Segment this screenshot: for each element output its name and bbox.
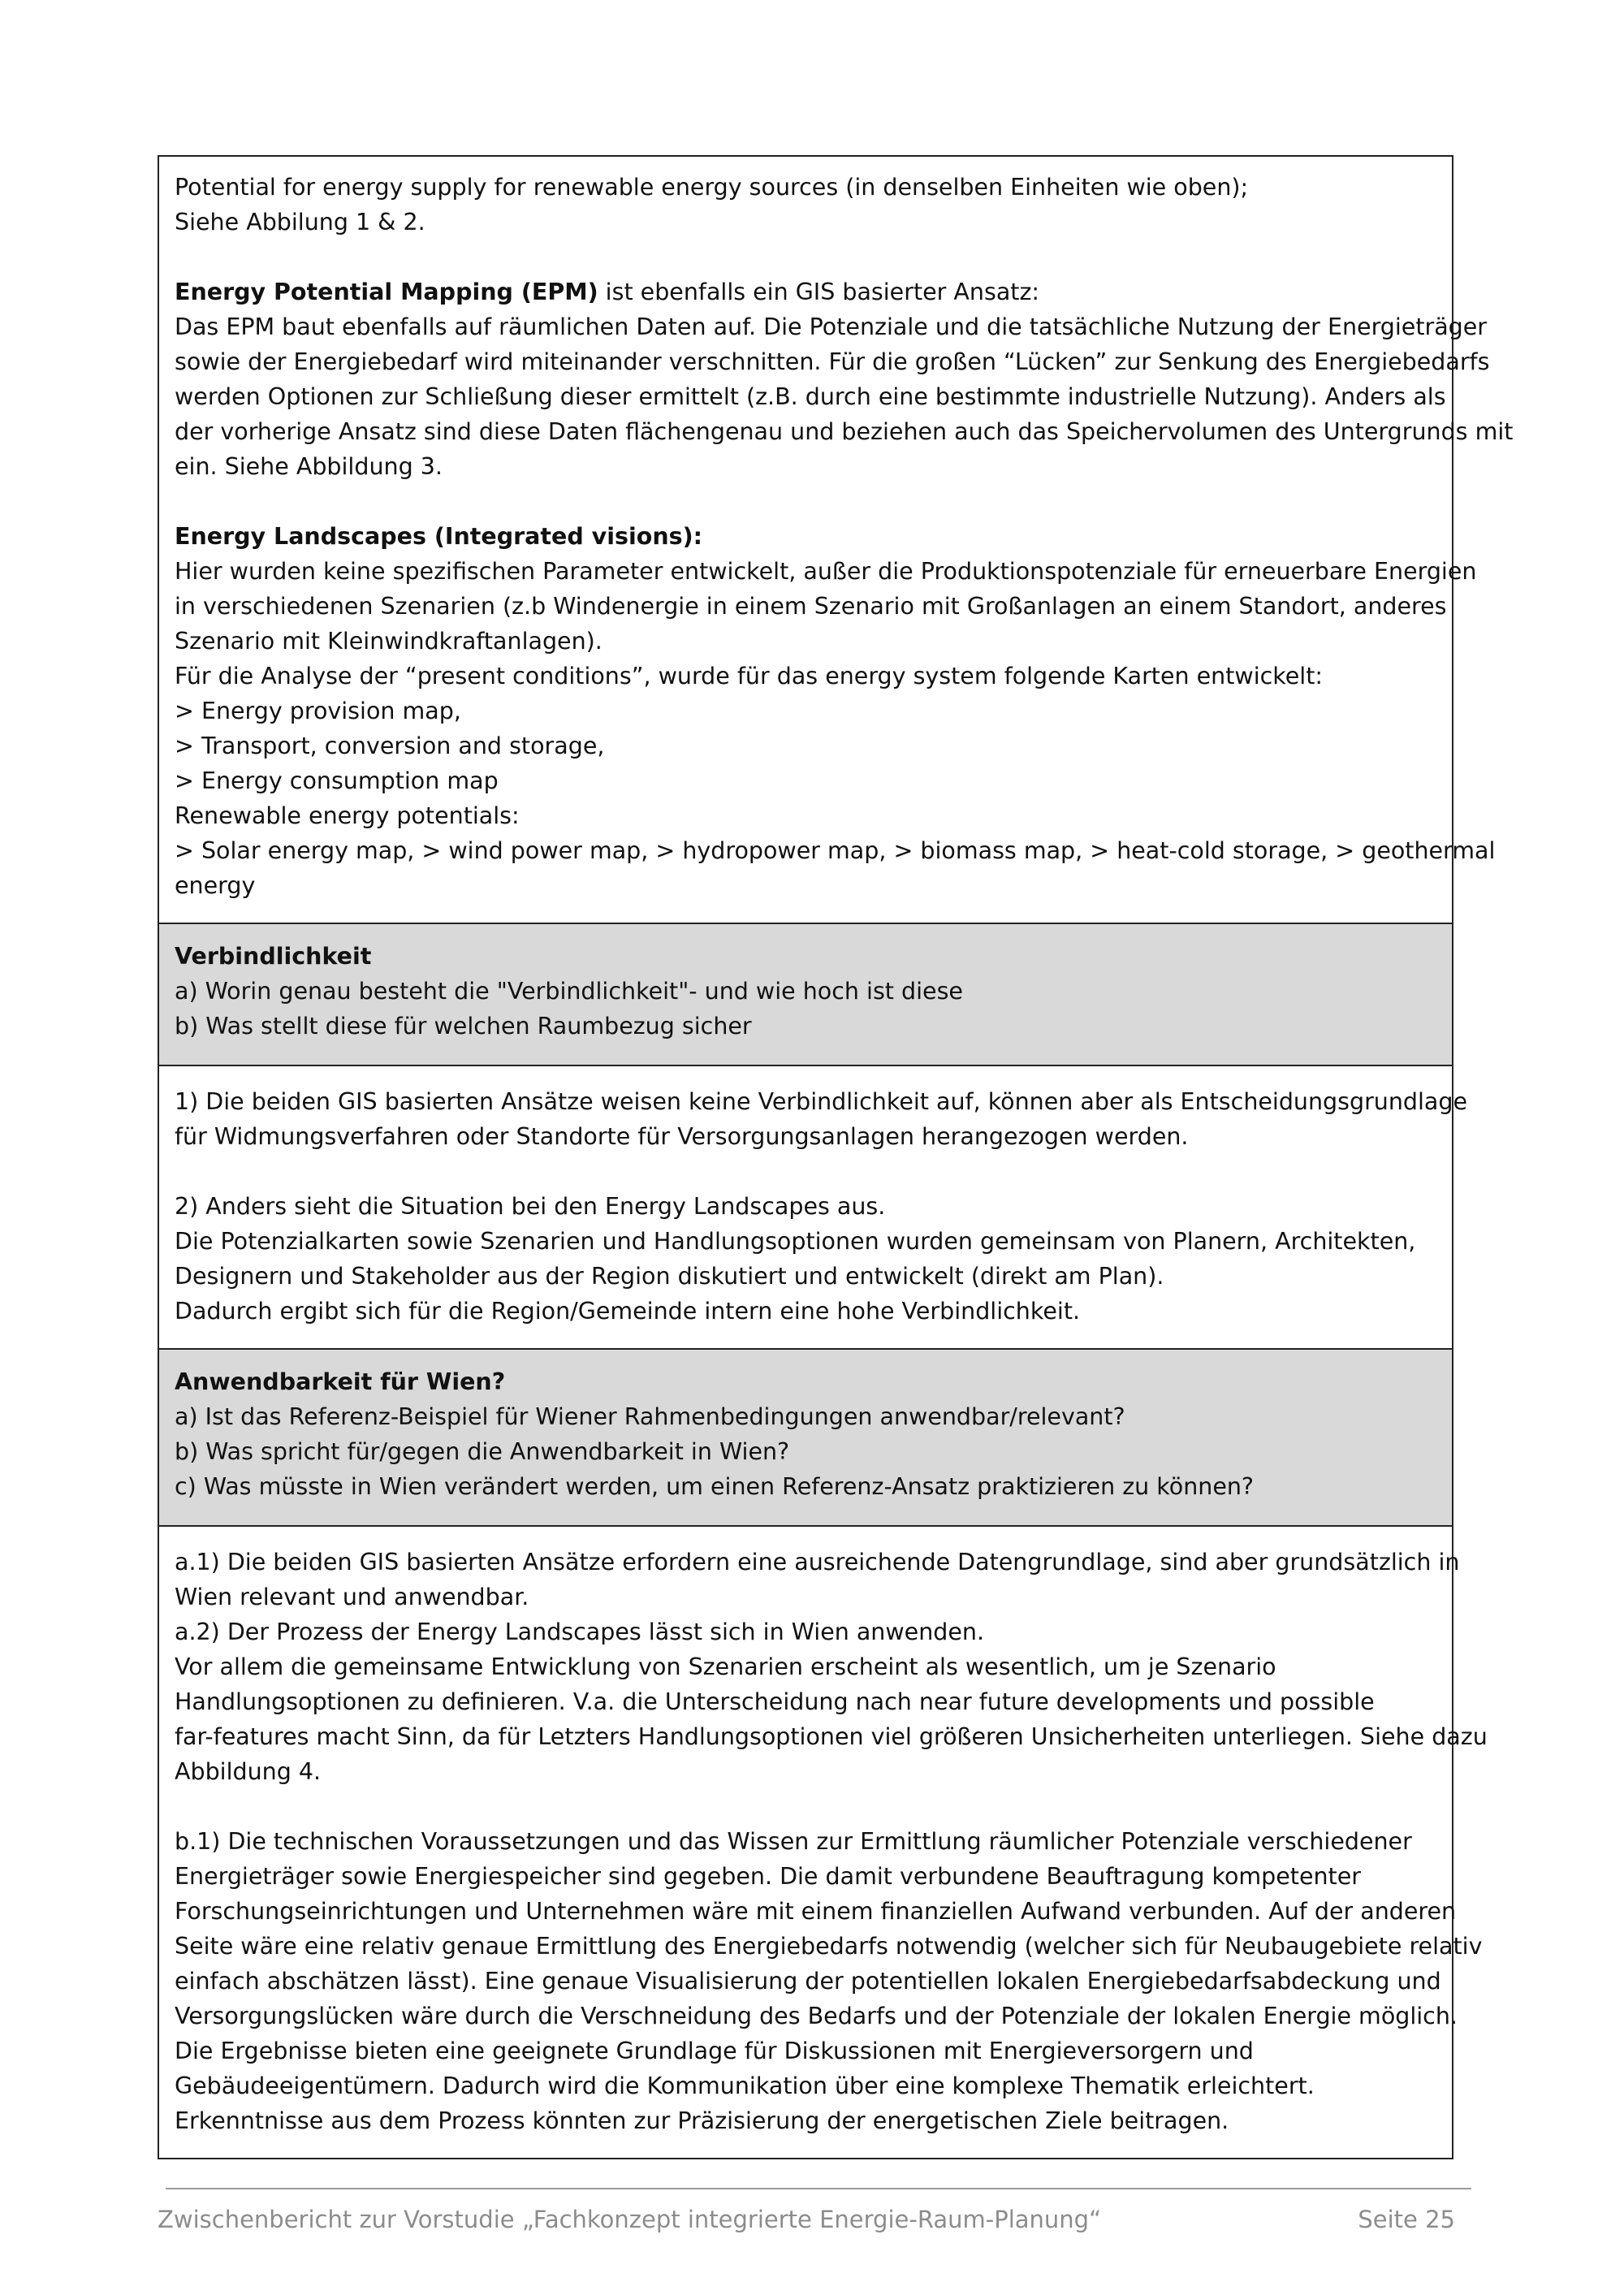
heading-line <box>175 1364 1437 1399</box>
text-line: far-features macht Sinn, da für Letzters Handlungsoptionen viel größeren Unsicherheiten unterliegen. Siehe dazu <box>175 1723 1488 1750</box>
text-line: Erkenntnisse aus dem Prozess könnten zur Präzisierung der energetischen Ziele beitragen. <box>175 2107 1229 2134</box>
text-line: Szenario mit Kleinwindkraftanlagen). <box>175 628 603 655</box>
heading-line <box>175 939 1437 974</box>
text-line: Renewable energy potentials: <box>175 802 520 829</box>
text-line: 1) Die beiden GIS basierten Ansätze weisen keine Verbindlichkeit auf, können aber als Entscheidungsgrundlage <box>175 1088 1468 1115</box>
text-line: 2) Anders sieht die Situation bei den Energy Landscapes aus. <box>175 1193 886 1220</box>
text-line: einfach abschätzen lässt). Eine genaue Visualisierung der potentiellen lokalen Energiebedarfsabdeckung und <box>175 1968 1441 1995</box>
question-cell <box>159 923 1452 1065</box>
heading-text: Verbindlichkeit <box>175 943 372 970</box>
text-line: der vorherige Ansatz sind diese Daten flächengenau und beziehen auch das Speichervolumen des Untergrunds mit <box>175 418 1514 445</box>
text-line: Versorgungslücken wäre durch die Verschneidung des Bedarfs und der Potenziale der lokalen Energie möglich. <box>175 2003 1458 2029</box>
text-line: Designern und Stakeholder aus der Region diskutiert und entwickelt (direkt am Plan). <box>175 1263 1164 1290</box>
page-number: Seite 25 <box>1358 2206 1455 2233</box>
text-line: Hier wurden keine spezifischen Parameter entwickelt, außer die Produktionspotenziale für erneuerbare Energien <box>175 558 1477 585</box>
text-line: für Widmungsverfahren oder Standorte für Versorgungsanlagen herangezogen werden. <box>175 1123 1189 1150</box>
text-line: Seite wäre eine relativ genaue Ermittlung des Energiebedarfs notwendig (welcher sich für Neubaugebiete relativ <box>175 1933 1483 1960</box>
text-line: Wien relevant und anwendbar. <box>175 1584 529 1610</box>
text-line: > Energy provision map, <box>175 698 461 724</box>
text-line: > Energy consumption map <box>175 767 499 794</box>
text-line: Gebäudeeigentümern. Dadurch wird die Kommunikation über eine komplexe Thematik erleichtert. <box>175 2072 1315 2099</box>
text-line: a) Worin genau besteht die "Verbindlichkeit"- und wie hoch ist diese <box>175 978 963 1005</box>
blank-line <box>175 1154 1437 1189</box>
heading-text: Energy Potential Mapping (EPM) <box>175 279 598 305</box>
text-line: werden Optionen zur Schließung dieser ermittelt (z.B. durch eine bestimmte industrielle Nutzung). Anders als <box>175 383 1446 410</box>
blank-line <box>175 484 1437 519</box>
text-line: Vor allem die gemeinsame Entwicklung von Szenarien erscheint als wesentlich, um je Szenario <box>175 1653 1276 1680</box>
text-line: Für die Analyse der “present conditions”, wurde für das energy system folgende Karten entwickelt: <box>175 663 1324 689</box>
heading-text: Energy Landscapes (Integrated visions): <box>175 523 703 550</box>
footer-title: Zwischenbericht zur Vorstudie „Fachkonzept integrierte Energie-Raum-Planung“ <box>158 2206 1102 2233</box>
heading-line <box>175 274 1437 309</box>
content-cell <box>159 157 1514 923</box>
blank-line <box>175 240 1437 274</box>
text-line: b) Was spricht für/gegen die Anwendbarkeit in Wien? <box>175 1438 790 1465</box>
text-line: in verschiedenen Szenarien (z.b Windenergie in einem Szenario mit Großanlagen an einem Standort, anderes <box>175 593 1447 620</box>
text-line: b.1) Die technischen Voraussetzungen und das Wissen zur Ermittlung räumlicher Potenziale verschiedener <box>175 1828 1412 1855</box>
text-line: Das EPM baut ebenfalls auf räumlichen Daten auf. Die Potenziale und die tatsächliche Nutzung der Energieträger <box>175 313 1488 340</box>
text-line: c) Was müsste in Wien verändert werden, um einen Referenz-Ansatz praktizieren zu können? <box>175 1473 1255 1500</box>
text-line: Dadurch ergibt sich für die Region/Gemeinde intern eine hohe Verbindlichkeit. <box>175 1298 1081 1325</box>
content-cell <box>159 1525 1488 2158</box>
text-line: Energieträger sowie Energiespeicher sind gegeben. Die damit verbundene Beauftragung kompetenter <box>175 1863 1361 1890</box>
text-line: Forschungseinrichtungen und Unternehmen wäre mit einem finanziellen Aufwand verbunden. Auf der anderen <box>175 1898 1457 1925</box>
text-line: Abbildung 4. <box>175 1758 322 1785</box>
content-cell <box>159 1065 1468 1348</box>
text-line: a.2) Der Prozess der Energy Landscapes lässt sich in Wien anwenden. <box>175 1619 985 1645</box>
footer-divider <box>166 2188 1471 2189</box>
text-line: b) Was stellt diese für welchen Raumbezug sicher <box>175 1013 752 1039</box>
text-line: sowie der Energiebedarf wird miteinander verschnitten. Für die großen “Lücken” zur Senkung des Energiebedarfs <box>175 348 1490 375</box>
text-line: a.1) Die beiden GIS basierten Ansätze erfordern eine ausreichende Datengrundlage, sind aber grundsätzlich in <box>175 1549 1460 1575</box>
text-line: Die Ergebnisse bieten eine geeignete Grundlage für Diskussionen mit Energieversorgern und <box>175 2038 1254 2064</box>
text-line: > Transport, conversion and storage, <box>175 733 605 759</box>
text-line: Siehe Abbilung 1 & 2. <box>175 209 425 236</box>
report-table <box>158 155 1514 2159</box>
text-line: Handlungsoptionen zu definieren. V.a. die Unterscheidung nach near future developments und possible <box>175 1688 1375 1715</box>
text-line: Die Potenzialkarten sowie Szenarien und Handlungsoptionen wurden gemeinsam von Planern, Architekten, <box>175 1228 1416 1255</box>
text-line: energy <box>175 872 256 899</box>
question-cell <box>159 1348 1452 1525</box>
text-line: Potential for energy supply for renewable energy sources (in denselben Einheiten wie oben); <box>175 174 1249 201</box>
heading-rest-text: ist ebenfalls ein GIS basierter Ansatz: <box>598 279 1040 305</box>
heading-line <box>175 519 1437 554</box>
blank-line <box>175 1789 1437 1824</box>
heading-text: Anwendbarkeit für Wien? <box>175 1368 506 1395</box>
text-line: > Solar energy map, > wind power map, > hydropower map, > biomass map, > heat-cold storage, > geothermal <box>175 837 1496 864</box>
text-line: ein. Siehe Abbildung 3. <box>175 453 443 480</box>
text-line: a) Ist das Referenz-Beispiel für Wiener Rahmenbedingungen anwendbar/relevant? <box>175 1403 1125 1430</box>
